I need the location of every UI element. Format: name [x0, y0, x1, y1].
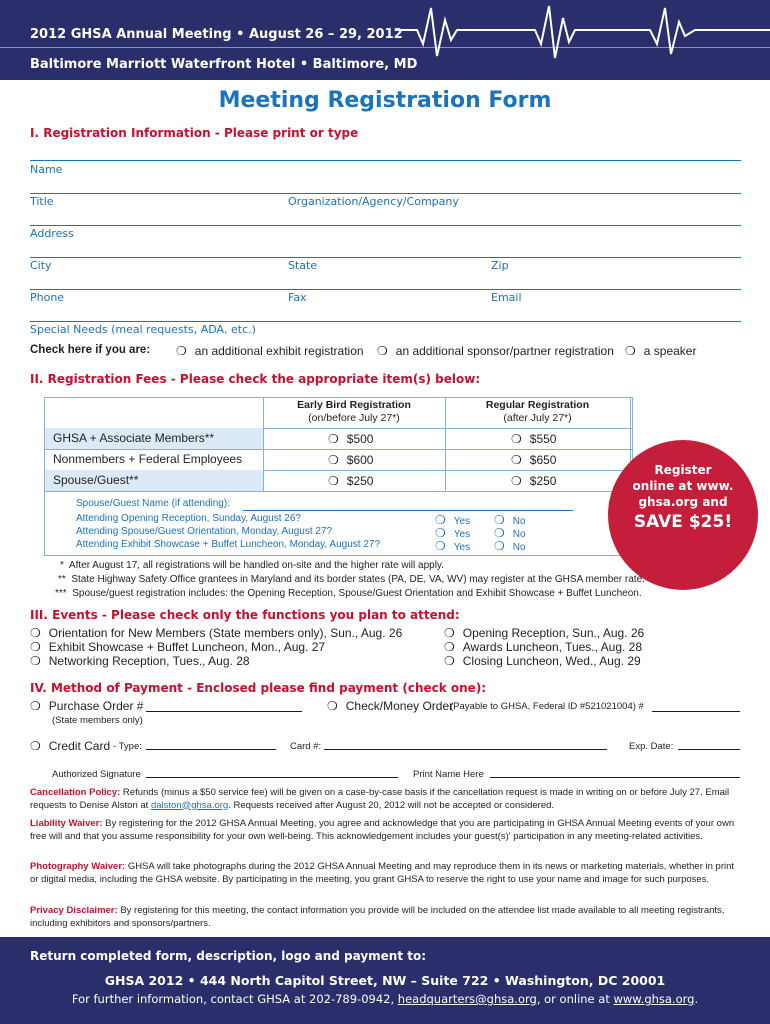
event-title: 2012 GHSA Annual Meeting • August 26 – 29, 2012 [30, 27, 403, 42]
email-link[interactable]: headquarters@ghsa.org [397, 992, 537, 1006]
checkbox-icon[interactable]: ❍ [494, 513, 505, 527]
speaker-option[interactable]: ❍ a speaker [625, 344, 697, 358]
spouse-name-label: Spouse/Guest Name (if attending): [76, 498, 230, 509]
title-org-field[interactable] [30, 193, 741, 194]
spouse-event: Attending Exhibit Showcase + Buffet Luncheon, Monday, August 27? [76, 539, 381, 550]
regular-title: Regular Registration [485, 399, 590, 411]
cancellation-policy [30, 787, 742, 812]
note-line: ** State Highway Safety Office grantees in Maryland and its border states (PA, DE, VA, WV) may register at the GHSA member rate. [58, 574, 645, 585]
cancellation-email-link[interactable]: dalston@ghsa.org [150, 799, 229, 811]
print-name-label: Print Name Here [413, 769, 484, 780]
event-option[interactable]: ❍ Orientation for New Members (State members only), Sun., Aug. 26 [30, 626, 403, 640]
footer-banner [0, 937, 770, 1024]
liability-waiver [30, 818, 742, 843]
event-option[interactable]: ❍ Opening Reception, Sun., Aug. 26 [444, 626, 645, 640]
checkbox-icon[interactable]: ❍ [30, 699, 41, 713]
title-label: Title [30, 195, 54, 208]
section-events: III. Events - Please check only the functions you plan to attend: [30, 608, 460, 622]
checkbox-icon[interactable]: ❍ [327, 699, 338, 713]
checkbox-icon[interactable]: ❍ [328, 453, 339, 467]
cancellation-text: . Requests received after August 20, 2012 will not be accepted or considered. [228, 799, 555, 811]
yes-option[interactable]: ❍ Yes [435, 513, 471, 527]
event-option[interactable]: ❍ Awards Luncheon, Tues., Aug. 28 [444, 640, 643, 654]
early-bird-date: (on/before July 27*) [308, 412, 400, 424]
checkbox-icon[interactable]: ❍ [30, 640, 41, 654]
purchase-order-option[interactable]: ❍ Purchase Order # [30, 699, 144, 713]
checkbox-icon[interactable]: ❍ [328, 432, 339, 446]
phone-label: Phone [30, 291, 65, 304]
special-needs-label: Special Needs (meal requests, ADA, etc.) [30, 323, 256, 336]
checkbox-icon[interactable]: ❍ [494, 539, 505, 553]
checkbox-icon[interactable]: ❍ [444, 626, 455, 640]
address-label: Address [30, 227, 74, 240]
cancellation-label: Cancellation Policy: [30, 787, 121, 798]
privacy-disclaimer [30, 905, 742, 930]
city-state-zip-field[interactable] [30, 257, 741, 258]
signature-field[interactable] [146, 777, 398, 778]
regular-price-option[interactable]: ❍ $650 [511, 453, 557, 467]
badge-line: online at www. [632, 479, 734, 493]
spouse-event: Attending Spouse/Guest Orientation, Monday, August 27? [76, 526, 333, 537]
event-venue: Baltimore Marriott Waterfront Hotel • Baltimore, MD [30, 57, 418, 72]
checkbox-icon[interactable]: ❍ [444, 640, 455, 654]
early-price-option[interactable]: ❍ $600 [328, 453, 374, 467]
checkbox-icon[interactable]: ❍ [328, 474, 339, 488]
badge-line: Register [654, 463, 712, 477]
check-here-label: Check here if you are: [30, 344, 151, 356]
checkbox-icon[interactable]: ❍ [625, 344, 636, 358]
check-payable-note: (Payable to GHSA, Federal ID #521021004) # [450, 701, 644, 712]
table-divider [45, 491, 632, 492]
privacy-text: By registering for this meeting, the contact information you provide will be included on the attendee list made available to all meeting registrants, including exhibitors and sponsors/partners. [30, 905, 725, 929]
privacy-label: Privacy Disclaimer: [30, 905, 118, 916]
fee-row-label: Spouse/Guest** [45, 470, 263, 491]
checkbox-icon[interactable]: ❍ [377, 344, 388, 358]
name-field[interactable] [30, 160, 741, 161]
state-members-note: (State members only) [52, 715, 143, 726]
save-badge[interactable] [608, 440, 758, 590]
state-label: State [288, 259, 318, 272]
checkbox-icon[interactable]: ❍ [30, 626, 41, 640]
contact-info: For further information, contact GHSA at 202-789-0942, headquarters@ghsa.org, or online at www.ghsa.org. [71, 992, 699, 1006]
website-link[interactable]: www.ghsa.org [613, 992, 695, 1006]
section-payment: IV. Method of Payment - Enclosed please find payment (check one): [30, 681, 487, 695]
checkbox-icon[interactable]: ❍ [494, 526, 505, 540]
photo-label: Photography Waiver: [30, 861, 126, 872]
note-line: * After August 17, all registrations will be handled on-site and the higher rate will apply. [60, 560, 444, 571]
section-registration-fees: II. Registration Fees - Please check the appropriate item(s) below: [30, 372, 481, 386]
event-option[interactable]: ❍ Exhibit Showcase + Buffet Luncheon, Mon., Aug. 27 [30, 640, 326, 654]
checkbox-icon[interactable]: ❍ [435, 513, 446, 527]
event-option[interactable]: ❍ Closing Luncheon, Wed., Aug. 29 [444, 654, 641, 668]
photo-text: GHSA will take photographs during the 2012 GHSA Annual Meeting and may reproduce them in its news or marketing materials, whether in print or digital media, including the GHSA website. By participating in the meeting, you grant GHSA to reserve the right to use your name and image for such purposes. [30, 861, 735, 885]
checkbox-icon[interactable]: ❍ [30, 654, 41, 668]
early-price-option[interactable]: ❍ $500 [328, 432, 374, 446]
fee-row-label: Nonmembers + Federal Employees [53, 452, 243, 466]
checkbox-icon[interactable]: ❍ [435, 539, 446, 553]
organization-label: Organization/Agency/Company [288, 195, 459, 208]
checkbox-icon[interactable]: ❍ [30, 739, 41, 753]
card-number-field[interactable] [324, 749, 607, 750]
fee-row-label: GHSA + Associate Members** [45, 428, 263, 449]
credit-card-option[interactable]: ❍ Credit Card [30, 739, 111, 753]
fees-table [44, 397, 633, 556]
spouse-event: Attending Opening Reception, Sunday, August 26? [76, 513, 301, 524]
form-title: Meeting Registration Form [218, 88, 552, 113]
early-price-option[interactable]: ❍ $250 [328, 474, 374, 488]
card-type-field[interactable] [146, 749, 276, 750]
checkbox-icon[interactable]: ❍ [511, 432, 522, 446]
section-registration-info: I. Registration Information - Please print or type [30, 126, 359, 140]
regular-price-option[interactable]: ❍ $550 [511, 432, 557, 446]
zip-label: Zip [491, 259, 509, 272]
regular-header [445, 399, 630, 425]
return-instructions: Return completed form, description, logo and payment to: [30, 949, 427, 963]
regular-date: (after July 27*) [503, 412, 572, 424]
note-line: *** Spouse/guest registration includes: the Opening Reception, Spouse/Guest Orientation and Exhibit Showcase + Buffet Luncheon. [55, 588, 642, 599]
event-option[interactable]: ❍ Networking Reception, Tues., Aug. 28 [30, 654, 250, 668]
purchase-order-field[interactable] [146, 711, 302, 712]
yes-option[interactable]: ❍ Yes [435, 526, 471, 540]
special-needs-field[interactable] [30, 321, 741, 322]
no-option[interactable]: ❍ No [494, 513, 526, 527]
regular-price-option[interactable]: ❍ $250 [511, 474, 557, 488]
fax-label: Fax [288, 291, 307, 304]
checkbox-icon[interactable]: ❍ [176, 344, 187, 358]
name-label: Name [30, 163, 63, 176]
checkbox-icon[interactable]: ❍ [511, 453, 522, 467]
early-bird-title: Early Bird Registration [297, 399, 411, 411]
yes-option[interactable]: ❍ Yes [435, 539, 471, 553]
spouse-name-field[interactable] [243, 510, 573, 511]
card-number-label: Card #: [290, 741, 322, 752]
exp-date-field[interactable] [678, 749, 740, 750]
exhibit-option[interactable]: ❍ an additional exhibit registration [176, 344, 364, 358]
phone-fax-email-field[interactable] [30, 289, 741, 290]
no-option[interactable]: ❍ No [494, 539, 526, 553]
print-name-field[interactable] [490, 777, 740, 778]
signature-label: Authorized Signature [52, 769, 141, 780]
check-number-field[interactable] [652, 711, 740, 712]
early-bird-header [263, 399, 445, 425]
checkbox-icon[interactable]: ❍ [444, 654, 455, 668]
exp-date-label: Exp. Date: [629, 741, 674, 752]
address-field[interactable] [30, 225, 741, 226]
liability-label: Liability Waiver: [30, 818, 103, 829]
card-type-label: - Type: [113, 741, 142, 752]
checkbox-icon[interactable]: ❍ [435, 526, 446, 540]
heartbeat-graphic [395, 0, 770, 80]
mailing-address: GHSA 2012 • 444 North Capitol Street, NW – Suite 722 • Washington, DC 20001 [104, 973, 666, 988]
badge-save: SAVE $25! [633, 512, 733, 532]
city-label: City [30, 259, 52, 272]
liability-text: By registering for the 2012 GHSA Annual Meeting, you agree and acknowledge that you are participating in GHSA Annual Meeting events of your own free will and that you assume responsibility for your own well-being. This acknowledgement includes your guest(s)' participation in any meeting-related activities. [30, 818, 735, 842]
badge-line: ghsa.org and [638, 495, 728, 509]
email-label: Email [491, 291, 522, 304]
photography-waiver [30, 861, 742, 886]
check-option[interactable]: ❍ Check/Money Order [327, 699, 454, 713]
no-option[interactable]: ❍ No [494, 526, 526, 540]
cancellation-text: Refunds (minus a $50 service fee) will be given on a case-by-case basis if the cancellation request is made in writing on or before July 27. Email requests to Denise Alston at [30, 787, 730, 811]
sponsor-option[interactable]: ❍ an additional sponsor/partner registration [377, 344, 614, 358]
checkbox-icon[interactable]: ❍ [511, 474, 522, 488]
